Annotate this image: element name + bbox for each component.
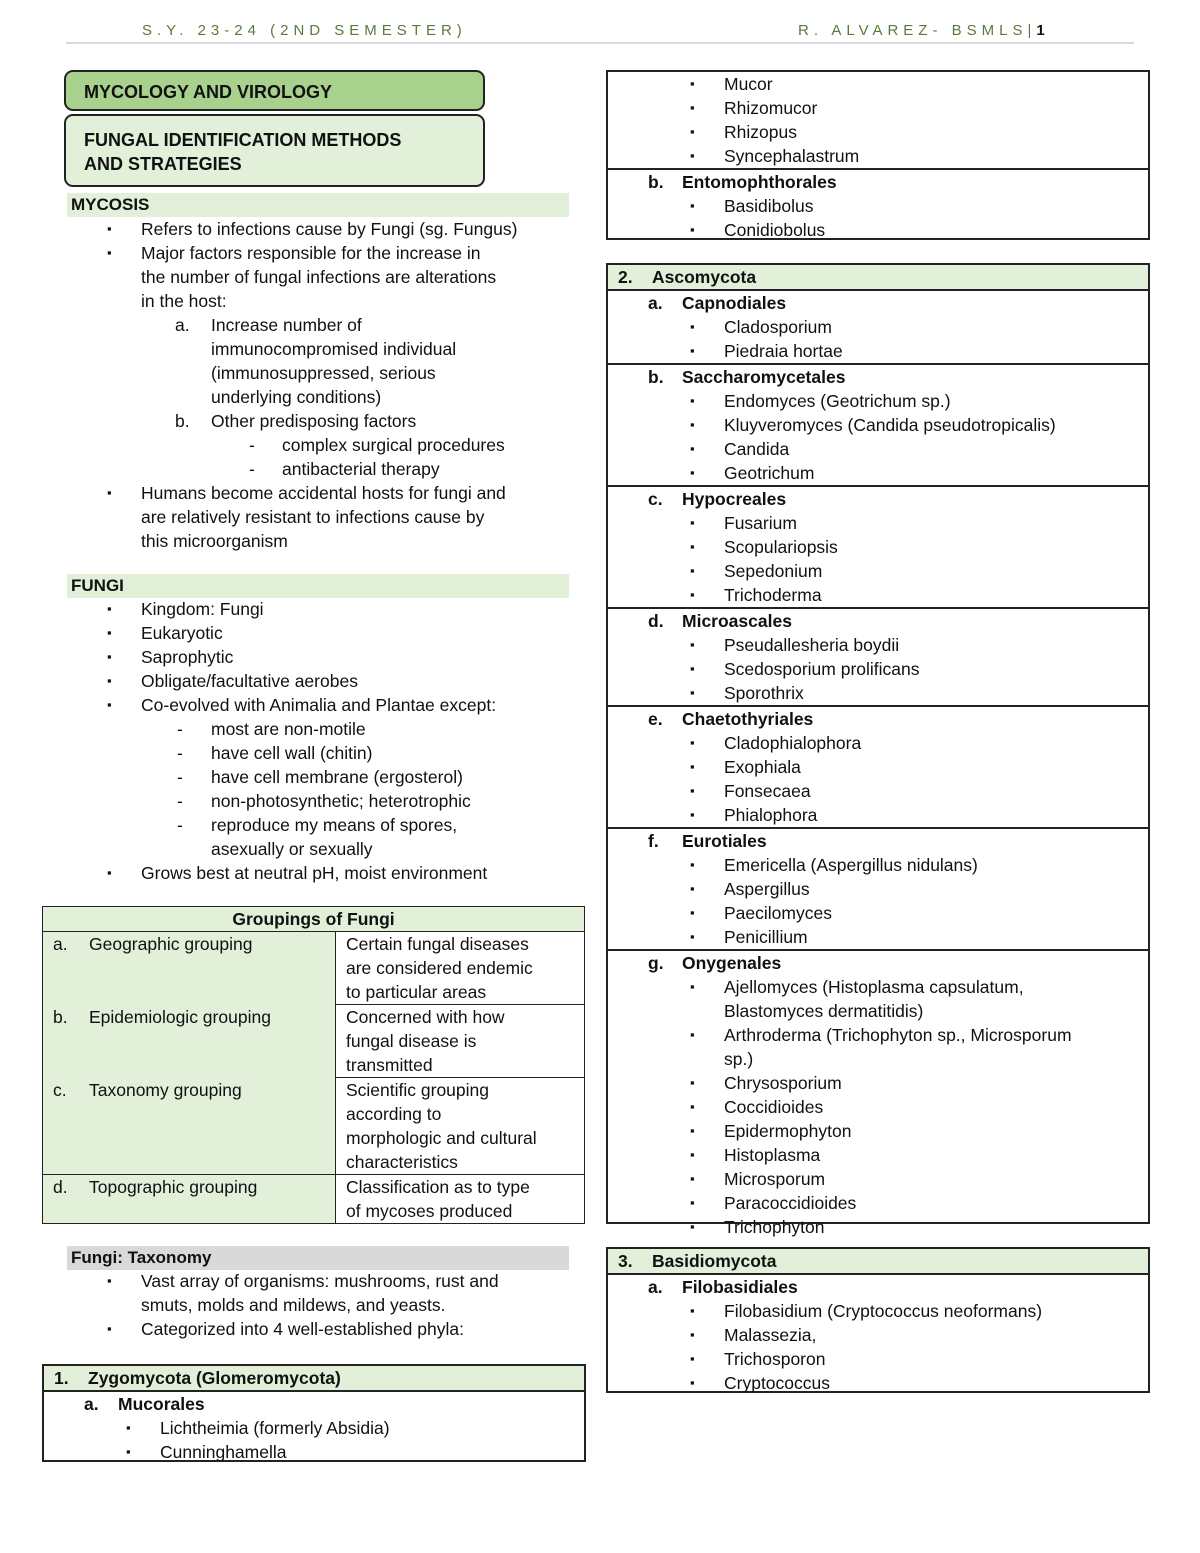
- course-title: MYCOLOGY AND VIROLOGY: [64, 70, 485, 111]
- dash-mark: -: [177, 719, 183, 739]
- list-item: ▪ Filobasidium (Cryptococcus neoformans): [608, 1299, 1148, 1323]
- list-item: ▪ Sepedonium: [608, 559, 1148, 583]
- table-row: [43, 932, 585, 1005]
- grouping-label: Topographic grouping: [89, 1177, 258, 1197]
- list-item: ▪ Pseudallesheria boydii: [608, 633, 1148, 657]
- list-item: this microorganism: [141, 531, 288, 551]
- order-name: [44, 1392, 584, 1416]
- list-item: ▪ Vast array of organisms: mushrooms, rust and: [141, 1269, 499, 1293]
- list-item: ▪ Trichophyton: [608, 1215, 1148, 1239]
- list-text: antibacterial therapy: [282, 459, 440, 479]
- order-name: [608, 707, 1148, 731]
- list-item: ▪ Lichtheimia (formerly Absidia): [44, 1416, 584, 1440]
- list-item: ▪ Phialophora: [608, 803, 1148, 827]
- list-text: have cell wall (chitin): [211, 743, 373, 763]
- grouping-desc: [336, 1078, 585, 1175]
- list-item: ▪ Major factors responsible for the increase in: [141, 241, 517, 265]
- desc-line: to particular areas: [346, 982, 487, 1002]
- desc-line: Scientific grouping: [346, 1080, 489, 1100]
- list-item: immunocompromised individual: [211, 339, 457, 359]
- order-name: [608, 609, 1148, 633]
- order-block: [608, 1275, 1148, 1395]
- list-text: reproduce my means of spores,: [211, 815, 458, 835]
- genus-list: [608, 315, 1148, 363]
- list-item: underlying conditions): [211, 387, 382, 407]
- desc-line: are considered endemic: [346, 958, 533, 978]
- list-item: ▪ Saprophytic: [141, 645, 496, 669]
- list-item: ▪ Aspergillus: [608, 877, 1148, 901]
- order-block: [608, 291, 1148, 365]
- dash-mark: -: [249, 459, 255, 479]
- grouping-name: [43, 1078, 336, 1175]
- ascomycota-panel: [606, 263, 1150, 1237]
- order-letter: a.: [84, 1394, 99, 1414]
- phylum-name: Ascomycota: [652, 267, 757, 287]
- header-left: S.Y. 23-24 (2ND SEMESTER): [142, 22, 467, 39]
- list-item: ▪ Chrysosporium: [608, 1071, 1148, 1095]
- list-item: ▪ Fonsecaea: [608, 779, 1148, 803]
- list-item: ▪ Trichoderma: [608, 583, 1148, 607]
- list-item: [141, 789, 496, 813]
- order-block: [608, 829, 1148, 951]
- desc-line: Certain fungal diseases: [346, 934, 529, 954]
- grouping-name: [43, 932, 336, 1005]
- list-item: ▪ Cladosporium: [608, 315, 1148, 339]
- list-item: ▪ Categorized into 4 well-established phyla:: [141, 1317, 499, 1341]
- order-block: [608, 609, 1148, 707]
- desc-line: Classification as to type: [346, 1177, 530, 1197]
- list-item: ▪ Cunninghamella: [44, 1440, 584, 1464]
- groupings-title: Groupings of Fungi: [43, 907, 585, 932]
- genus-list: [608, 511, 1148, 607]
- order-letter: e.: [648, 709, 663, 729]
- desc-line: according to: [346, 1104, 442, 1124]
- zygomycota-continued-panel: [606, 70, 1150, 240]
- list-item: [141, 813, 496, 837]
- order-letter: a.: [648, 1277, 663, 1297]
- basidiomycota-panel: [606, 1247, 1150, 1393]
- list-item: [141, 717, 496, 741]
- list-item: ▪ Obligate/facultative aerobes: [141, 669, 496, 693]
- list-item: ▪ Paecilomyces: [608, 901, 1148, 925]
- list-item: ▪ Emericella (Aspergillus nidulans): [608, 853, 1148, 877]
- order-name: [608, 951, 1148, 975]
- genus-list: [608, 731, 1148, 827]
- table-row: [43, 1175, 585, 1224]
- list-text: non-photosynthetic; heterotrophic: [211, 791, 471, 811]
- order-block: [608, 707, 1148, 829]
- list-item: ▪ Scedosporium prolificans: [608, 657, 1148, 681]
- list-item: ▪ Mucor: [608, 72, 1148, 96]
- order-label: Microascales: [682, 611, 792, 631]
- order-letter: b.: [648, 367, 664, 387]
- order-label: Entomophthorales: [682, 172, 837, 192]
- phylum-number: 2.: [618, 267, 633, 287]
- grouping-label: Geographic grouping: [89, 934, 253, 954]
- dash-mark: -: [177, 743, 183, 763]
- order-label: Hypocreales: [682, 489, 787, 509]
- grouping-desc: [336, 1005, 585, 1078]
- order-letter: b.: [648, 172, 664, 192]
- list-item: ▪ Conidiobolus: [608, 218, 1148, 242]
- groupings-table: [42, 906, 585, 1224]
- list-item: [141, 433, 517, 457]
- list-item: asexually or sexually: [211, 839, 373, 859]
- dash-mark: -: [249, 435, 255, 455]
- order-block: [608, 365, 1148, 487]
- topic-title-line1: FUNGAL IDENTIFICATION METHODS: [84, 130, 402, 150]
- list-item: [141, 313, 517, 337]
- list-text: Other predisposing factors: [211, 411, 417, 431]
- list-item: ▪ Penicillium: [608, 925, 1148, 949]
- grouping-desc: [336, 1175, 585, 1224]
- list-letter: b.: [175, 411, 190, 431]
- desc-line: characteristics: [346, 1152, 458, 1172]
- list-item: ▪ Cryptococcus: [608, 1371, 1148, 1395]
- order-label: Chaetothyriales: [682, 709, 814, 729]
- dash-mark: -: [177, 767, 183, 787]
- order-block: [44, 1392, 584, 1464]
- list-item: ▪ Histoplasma: [608, 1143, 1148, 1167]
- taxonomy-heading: Fungi: Taxonomy: [67, 1246, 569, 1270]
- list-item: smuts, molds and mildews, and yeasts.: [141, 1295, 446, 1315]
- list-text: Increase number of: [211, 315, 362, 335]
- order-block: [608, 72, 1148, 170]
- list-item: ▪ Arthroderma (Trichophyton sp., Microsporum: [608, 1023, 1148, 1047]
- list-item: ▪ Grows best at neutral pH, moist environment: [141, 861, 496, 885]
- order-label: Capnodiales: [682, 293, 787, 313]
- table-row: [43, 1078, 585, 1175]
- list-item: ▪ Sporothrix: [608, 681, 1148, 705]
- phylum-header: [608, 265, 1148, 291]
- list-item: in the host:: [141, 291, 227, 311]
- order-letter: c.: [648, 489, 663, 509]
- desc-line: transmitted: [346, 1055, 433, 1075]
- list-item: the number of fungal infections are alterations: [141, 267, 497, 287]
- order-name: [608, 487, 1148, 511]
- desc-line: Concerned with how: [346, 1007, 505, 1027]
- topic-title: [64, 114, 485, 187]
- grouping-desc: [336, 932, 585, 1005]
- order-letter: a.: [648, 293, 663, 313]
- list-item: ▪ Endomyces (Geotrichum sp.): [608, 389, 1148, 413]
- genus-list: [608, 975, 1148, 1239]
- order-letter: f.: [648, 831, 659, 851]
- desc-line: of mycoses produced: [346, 1201, 513, 1221]
- genus-list: [608, 194, 1148, 242]
- list-item: ▪ Microsporum: [608, 1167, 1148, 1191]
- list-item: are relatively resistant to infections cause by: [141, 507, 485, 527]
- list-item: sp.): [724, 1049, 754, 1069]
- genus-list: [608, 633, 1148, 705]
- phylum-name: Basidiomycota: [652, 1251, 777, 1271]
- genus-list: [44, 1416, 584, 1464]
- order-label: Onygenales: [682, 953, 782, 973]
- list-letter: a.: [175, 315, 190, 335]
- list-item: ▪ Paracoccidioides: [608, 1191, 1148, 1215]
- desc-line: morphologic and cultural: [346, 1128, 537, 1148]
- genus-list: [608, 853, 1148, 949]
- zygomycota-panel: [42, 1364, 586, 1462]
- list-item: ▪ Piedraia hortae: [608, 339, 1148, 363]
- order-block: [608, 487, 1148, 609]
- genus-list: [608, 72, 1148, 168]
- mycosis-list: [141, 217, 517, 553]
- mycosis-heading: MYCOSIS: [67, 193, 569, 217]
- list-item: ▪ Basidibolus: [608, 194, 1148, 218]
- order-block: [608, 170, 1148, 242]
- list-item: ▪ Humans become accidental hosts for fungi and: [141, 481, 517, 505]
- order-name: [608, 365, 1148, 389]
- list-item: ▪ Geotrichum: [608, 461, 1148, 485]
- list-item: ▪ Kingdom: Fungi: [141, 597, 496, 621]
- topic-title-line2: AND STRATEGIES: [84, 154, 242, 174]
- order-label: Saccharomycetales: [682, 367, 846, 387]
- list-item: ▪ Exophiala: [608, 755, 1148, 779]
- grouping-label: Epidemiologic grouping: [89, 1006, 271, 1027]
- order-name: [608, 291, 1148, 315]
- grouping-name: [43, 1005, 336, 1078]
- phylum-header: [44, 1366, 584, 1392]
- list-item: ▪ Ajellomyces (Histoplasma capsulatum,: [608, 975, 1148, 999]
- list-item: ▪ Kluyveromyces (Candida pseudotropicalis): [608, 413, 1148, 437]
- grouping-label: Taxonomy grouping: [89, 1079, 242, 1100]
- phylum-number: 3.: [618, 1251, 633, 1271]
- order-block: [608, 951, 1148, 1239]
- list-item: (immunosuppressed, serious: [211, 363, 436, 383]
- order-letter: g.: [648, 953, 664, 973]
- list-item: [141, 457, 517, 481]
- list-item: ▪ Co-evolved with Animalia and Plantae except:: [141, 693, 496, 717]
- list-item: ▪ Epidermophyton: [608, 1119, 1148, 1143]
- phylum-number: 1.: [54, 1368, 69, 1388]
- list-item: ▪ Scopulariopsis: [608, 535, 1148, 559]
- order-label: Eurotiales: [682, 831, 767, 851]
- desc-line: fungal disease is: [346, 1031, 477, 1051]
- genus-list: [608, 1299, 1148, 1395]
- header-author: R. ALVAREZ- BSMLS|: [798, 22, 1037, 39]
- taxonomy-list: [141, 1269, 499, 1341]
- list-item: ▪ Trichosporon: [608, 1347, 1148, 1371]
- list-text: most are non-motile: [211, 719, 366, 739]
- grouping-letter: a.: [53, 934, 68, 954]
- list-item: ▪ Eukaryotic: [141, 621, 496, 645]
- fungi-heading: FUNGI: [67, 574, 569, 598]
- order-name: [608, 1275, 1148, 1299]
- dash-mark: -: [177, 815, 183, 835]
- list-item: ▪ Rhizopus: [608, 120, 1148, 144]
- order-name: [608, 170, 1148, 194]
- order-label: Mucorales: [118, 1394, 205, 1414]
- header-divider: [66, 42, 1134, 44]
- list-item: [141, 409, 517, 433]
- table-row: [43, 1005, 585, 1078]
- list-item: ▪ Refers to infections cause by Fungi (sg. Fungus): [141, 217, 517, 241]
- list-item: ▪ Fusarium: [608, 511, 1148, 535]
- grouping-letter: c.: [53, 1079, 67, 1100]
- grouping-letter: b.: [53, 1006, 68, 1027]
- list-item: ▪ Cladophialophora: [608, 731, 1148, 755]
- grouping-letter: d.: [53, 1177, 68, 1197]
- grouping-name: [43, 1175, 336, 1224]
- list-item: [141, 765, 496, 789]
- list-item: ▪ Malassezia,: [608, 1323, 1148, 1347]
- list-item: Blastomyces dermatitidis): [724, 1001, 924, 1021]
- genus-list: [608, 389, 1148, 485]
- list-item: ▪ Rhizomucor: [608, 96, 1148, 120]
- order-letter: d.: [648, 611, 664, 631]
- list-item: ▪ Syncephalastrum: [608, 144, 1148, 168]
- fungi-list: [141, 597, 496, 885]
- order-label: Filobasidiales: [682, 1277, 798, 1297]
- header-right: [798, 22, 1045, 39]
- page-number: 1: [1036, 22, 1045, 39]
- list-item: ▪ Coccidioides: [608, 1095, 1148, 1119]
- dash-mark: -: [177, 791, 183, 811]
- list-text: complex surgical procedures: [282, 435, 505, 455]
- list-text: have cell membrane (ergosterol): [211, 767, 463, 787]
- phylum-name: Zygomycota (Glomeromycota): [88, 1368, 341, 1388]
- list-item: [141, 741, 496, 765]
- order-name: [608, 829, 1148, 853]
- list-item: ▪ Candida: [608, 437, 1148, 461]
- phylum-header: [608, 1249, 1148, 1275]
